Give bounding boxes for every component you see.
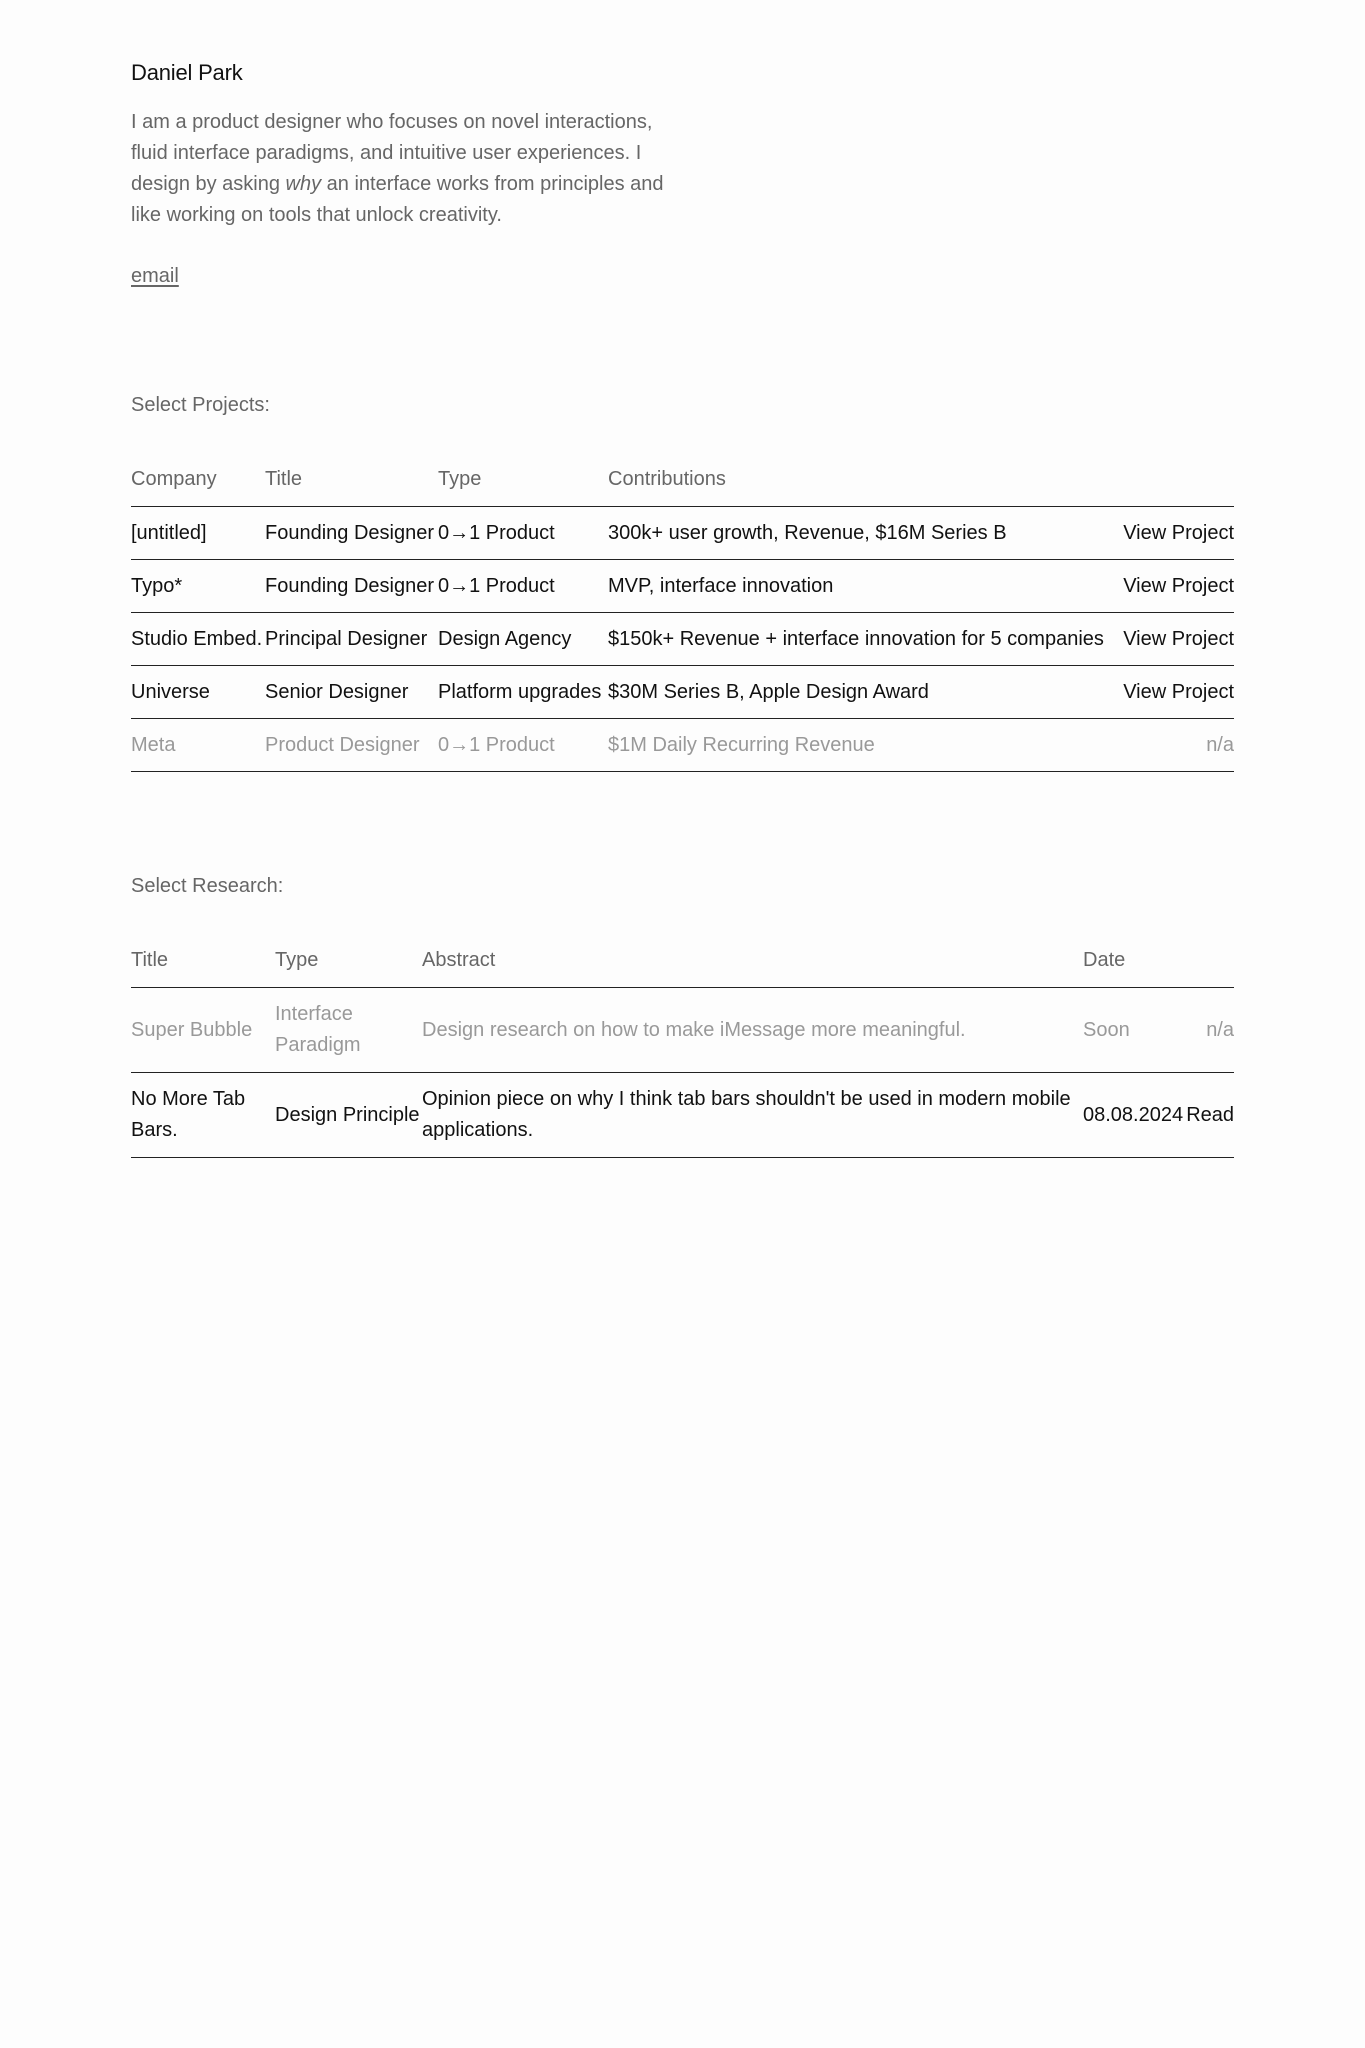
project-company: Meta [131,719,265,772]
project-title: Founding Designer [265,507,438,560]
project-unavailable: n/a [1118,719,1234,772]
project-title: Product Designer [265,719,438,772]
project-type: 0→1 Product [438,719,608,772]
project-title: Principal Designer [265,613,438,666]
table-row [131,719,1234,772]
research-date: 08.08.2024 [1083,1073,1186,1158]
project-type: Design Agency [438,613,608,666]
column-header-contributions: Contributions [608,453,1118,507]
project-type: 0→1 Product [438,560,608,613]
page-title: Daniel Park [131,60,243,85]
project-contributions: $30M Series B, Apple Design Award [608,666,1118,719]
research-type: Design Principle [275,1073,422,1158]
column-header-abstract: Abstract [422,934,1083,988]
view-project-link[interactable]: View Project [1118,560,1234,613]
project-company: Studio Embed. [131,613,265,666]
bio [131,107,691,231]
column-header-action [1186,934,1234,988]
research-date: Soon [1083,988,1186,1073]
research-abstract: Opinion piece on why I think tab bars shouldn't be used in modern mobile applications. [422,1073,1083,1158]
project-contributions: MVP, interface innovation [608,560,1118,613]
research-unavailable: n/a [1186,988,1234,1073]
bio-emphasis: why [285,173,322,195]
column-header-title: Title [265,453,438,507]
research-table [131,934,1234,1158]
column-header-type: Type [438,453,608,507]
table-header-row [131,453,1234,507]
table-row [131,560,1234,613]
table-header-row [131,934,1234,988]
read-link[interactable]: Read [1186,1073,1234,1158]
column-header-title: Title [131,934,275,988]
project-title: Founding Designer [265,560,438,613]
email-link[interactable]: email [131,265,179,287]
project-company: Universe [131,666,265,719]
table-row [131,666,1234,719]
projects-table [131,453,1234,772]
column-header-type: Type [275,934,422,988]
research-title: Super Bubble [131,988,275,1073]
table-row [131,507,1234,560]
table-row [131,613,1234,666]
table-row [131,988,1234,1073]
project-type: 0→1 Product [438,507,608,560]
column-header-company: Company [131,453,265,507]
projects-section-label: Select Projects: [131,394,270,416]
project-contributions: $150k+ Revenue + interface innovation for 5 companies [608,613,1118,666]
table-row [131,1073,1234,1158]
bio-text-start: I am a product designer who focuses on novel interactions, fluid interface paradigms, and intuitive user experiences. I design by asking [131,111,653,195]
project-title: Senior Designer [265,666,438,719]
research-section-label: Select Research: [131,875,284,897]
view-project-link[interactable]: View Project [1118,666,1234,719]
research-abstract: Design research on how to make iMessage more meaningful. [422,988,1083,1073]
project-contributions: 300k+ user growth, Revenue, $16M Series B [608,507,1118,560]
column-header-date: Date [1083,934,1186,988]
column-header-action [1118,453,1234,507]
research-title: No More Tab Bars. [131,1073,275,1158]
project-type: Platform upgrades [438,666,608,719]
project-contributions: $1M Daily Recurring Revenue [608,719,1118,772]
project-company: [untitled] [131,507,265,560]
view-project-link[interactable]: View Project [1118,613,1234,666]
project-company: Typo* [131,560,265,613]
research-type: Interface Paradigm [275,988,422,1073]
view-project-link[interactable]: View Project [1118,507,1234,560]
bio-text-end: an interface works from principles and like working on tools that unlock creativity. [131,173,664,226]
